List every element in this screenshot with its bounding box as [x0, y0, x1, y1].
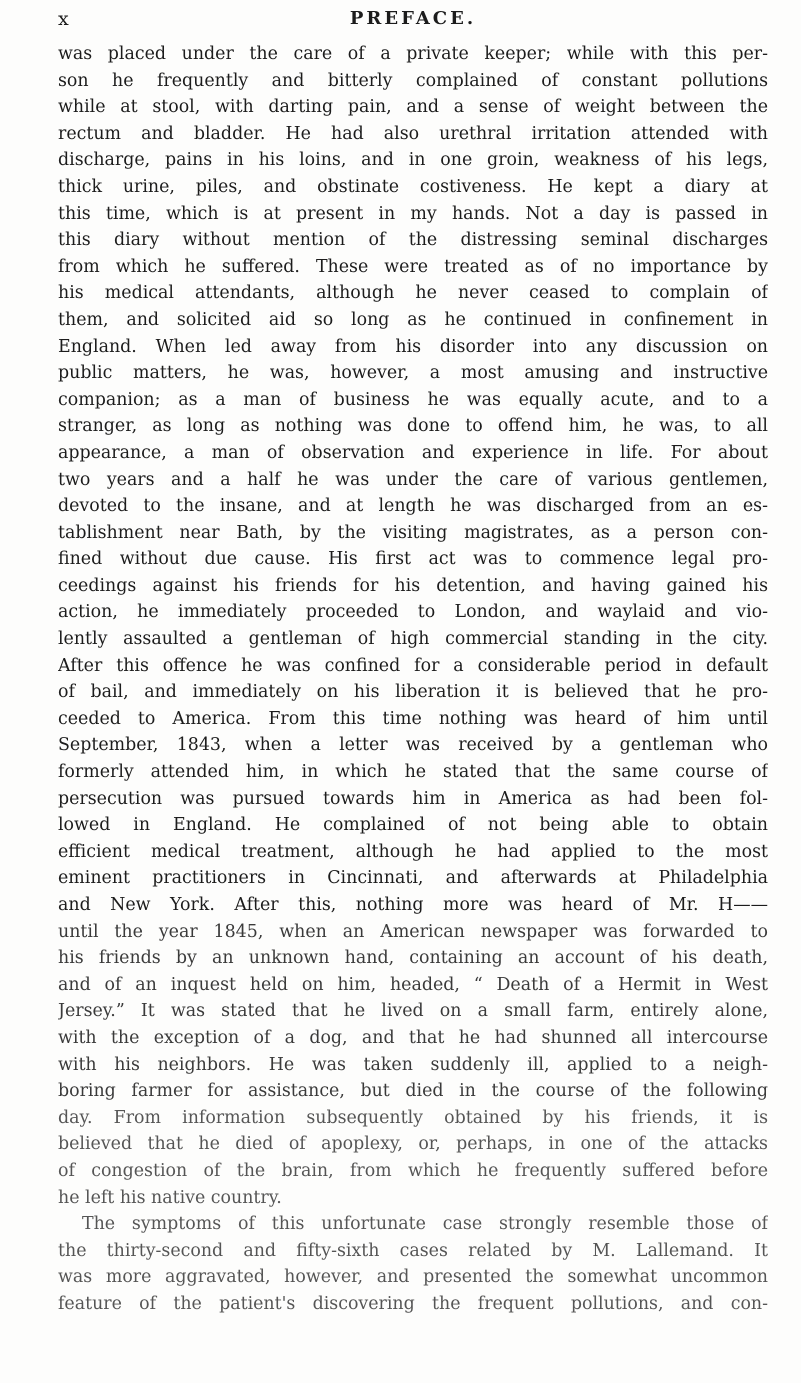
- text-line: public matters, he was, however, a most amusing and instructive: [58, 363, 768, 384]
- text-line: day. From information subsequently obtained by his friends, it is: [58, 1107, 768, 1128]
- text-line: action, he immediately proceeded to London, and waylaid and vio-: [58, 602, 768, 623]
- page-header: [58, 8, 768, 32]
- text-line: eminent practitioners in Cincinnati, and afterwards at Philadelphia: [58, 868, 768, 889]
- text-line: he left his native country.: [58, 1187, 282, 1208]
- text-line: appearance, a man of observation and experience in life. For about: [58, 442, 768, 463]
- text-line: from which he suffered. These were treated as of no importance by: [58, 256, 768, 277]
- text-line: feature of the patient's discovering the frequent pollutions, and con-: [58, 1293, 768, 1314]
- body-text: [58, 41, 768, 1318]
- text-line: rectum and bladder. He had also urethral irritation attended with: [58, 123, 768, 144]
- text-line: After this offence he was confined for a considerable period in default: [58, 655, 768, 676]
- text-line: his medical attendants, although he never ceased to complain of: [58, 283, 768, 304]
- text-line: this time, which is at present in my hands. Not a day is passed in: [58, 203, 768, 224]
- text-line: England. When led away from his disorder into any discussion on: [58, 336, 768, 357]
- text-line: thick urine, piles, and obstinate costiveness. He kept a diary at: [58, 176, 768, 197]
- text-line: the thirty-second and fifty-sixth cases related by M. Lallemand. It: [58, 1240, 768, 1261]
- text-line: formerly attended him, in which he stated that the same course of: [58, 762, 768, 783]
- text-line: with the exception of a dog, and that he had shunned all intercourse: [58, 1027, 768, 1048]
- text-line: devoted to the insane, and at length he was discharged from an es-: [58, 496, 768, 517]
- text-line: his friends by an unknown hand, containing an account of his death,: [58, 948, 768, 969]
- text-line: was more aggravated, however, and presented the somewhat uncommon: [58, 1267, 768, 1288]
- text-line: September, 1843, when a letter was received by a gentleman who: [58, 735, 768, 756]
- text-line: and of an inquest held on him, headed, “ Death of a Hermit in West: [58, 974, 768, 995]
- text-line: ceeded to America. From this time nothing was heard of him until: [58, 708, 768, 729]
- text-line: was placed under the care of a private keeper; while with this per-: [58, 44, 768, 64]
- text-line: them, and solicited aid so long as he continued in confinement in: [58, 309, 768, 330]
- text-line: lowed in England. He complained of not being able to obtain: [58, 815, 768, 836]
- text-line: fined without due cause. His first act was to commence legal pro-: [58, 549, 768, 570]
- text-line: of congestion of the brain, from which he frequently suffered before: [58, 1160, 768, 1181]
- text-line: boring farmer for assistance, but died in the course of the following: [58, 1081, 768, 1102]
- text-line: Jersey.” It was stated that he lived on a small farm, entirely alone,: [58, 1001, 768, 1022]
- text-line: while at stool, with darting pain, and a sense of weight between the: [58, 97, 768, 118]
- text-line: lently assaulted a gentleman of high commercial standing in the city.: [58, 629, 768, 650]
- text-line: stranger, as long as nothing was done to offend him, he was, to all: [58, 416, 768, 437]
- page-number: x: [58, 8, 70, 30]
- text-line: and New York. After this, nothing more was heard of Mr. H——: [58, 895, 768, 915]
- text-line: The symptoms of this unfortunate case strongly resemble those of: [82, 1214, 768, 1235]
- running-title: PREFACE.: [349, 8, 477, 29]
- text-line: discharge, pains in his loins, and in one groin, weakness of his legs,: [58, 150, 768, 171]
- text-line: companion; as a man of business he was equally acute, and to a: [58, 389, 768, 410]
- text-line: of bail, and immediately on his liberation it is believed that he pro-: [58, 682, 768, 703]
- text-line: believed that he died of apoplexy, or, perhaps, in one of the attacks: [58, 1134, 768, 1155]
- text-line: tablishment near Bath, by the visiting magistrates, as a person con-: [58, 522, 768, 543]
- text-line: persecution was pursued towards him in America as had been fol-: [58, 788, 768, 809]
- text-line: with his neighbors. He was taken suddenly ill, applied to a neigh-: [58, 1054, 768, 1075]
- text-line: efficient medical treatment, although he had applied to the most: [58, 841, 768, 862]
- text-line: until the year 1845, when an American newspaper was forwarded to: [58, 921, 768, 942]
- text-line: this diary without mention of the distressing seminal discharges: [58, 230, 768, 251]
- text-line: ceedings against his friends for his detention, and having gained his: [58, 575, 768, 596]
- text-line: son he frequently and bitterly complained of constant pollutions: [58, 70, 768, 91]
- text-line: two years and a half he was under the care of various gentlemen,: [58, 469, 768, 490]
